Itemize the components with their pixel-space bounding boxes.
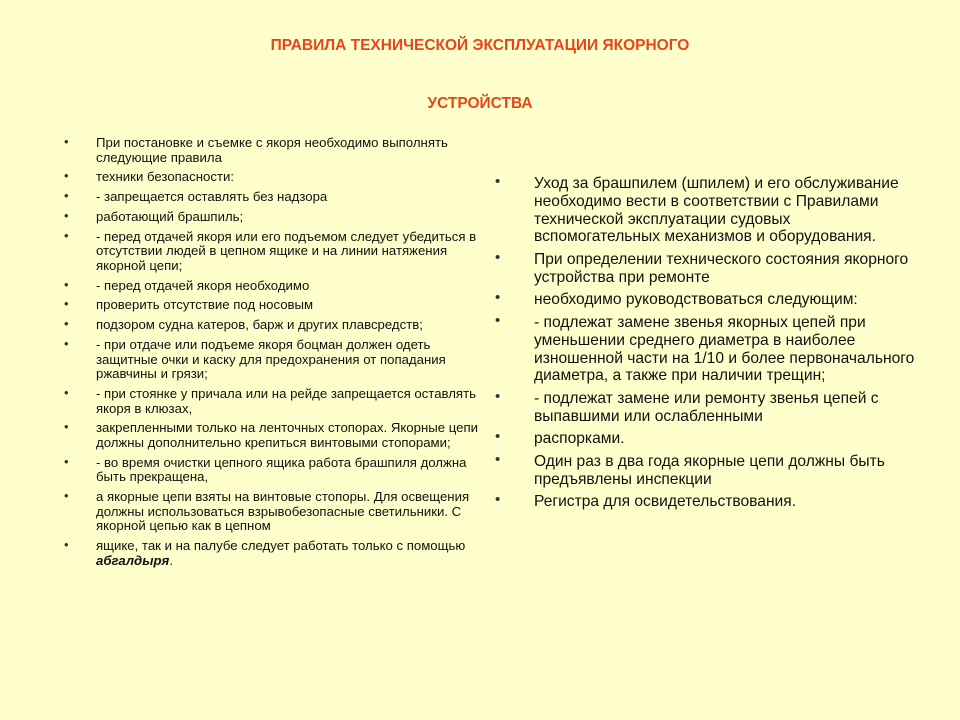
bullet-icon: • [64,385,69,400]
slide-title-line1: ПРАВИЛА ТЕХНИЧЕСКОЙ ЭКСПЛУАТАЦИИ ЯКОРНОГО [270,37,690,54]
left-list-item [64,227,484,274]
left-list-item-text: техники безопасности: [96,169,235,185]
left-list-item [64,170,484,185]
emphasized-term: абгалдыря [96,552,170,568]
left-list-item-text: - перед отдачей якоря или его подъемом следует убедиться в отсутствии людей в цепном ящике и на линии натяжения якорной цепи; [96,228,477,273]
left-list-item [64,421,484,450]
bullet-icon: • [64,316,69,332]
left-list-item [64,276,484,294]
right-list-item-text: необходимо руководствоваться следующим: [534,291,858,309]
left-list-item [64,298,484,313]
left-bullet-list [64,136,484,573]
bullet-icon: • [64,488,69,504]
right-list-item [495,450,915,489]
bullet-icon: • [64,168,69,184]
left-list-item [64,318,484,333]
right-list-item [495,291,915,309]
right-list-item-text: Регистра для освидетельствования. [534,493,797,511]
left-list-item [64,539,484,568]
left-list-item [64,387,484,416]
left-list-item-text: а якорные цепи взяты на винтовые стопоры. Для освещения должны использоваться взрывобезопасные светильники. С якорной цепью как в цепном [96,489,470,534]
bullet-icon: • [64,207,69,223]
left-list-item-text: работающий брашпиль; [96,208,244,224]
right-bullet-list [495,175,915,516]
bullet-icon: • [495,248,501,266]
left-list-item-text: - при стоянке у причала или на рейде запрещается оставлять якоря в клюзах, [96,386,476,416]
bullet-icon: • [495,491,501,509]
left-list-item-text: - во время очистки цепного ящика работа брашпиля должна быть прекращена, [96,454,467,485]
right-list-item-text: - подлежат замене звенья якорных цепей при уменьшении среднего диаметра в наиболее изношенной части на 1/10 и более первоначального диаметра, а также при наличии трещин; [534,313,915,385]
bullet-icon: • [64,453,69,469]
right-list-item-text: Один раз в два года якорные цепи должны быть предъявлены инспекции [534,452,885,488]
bullet-icon: • [495,289,501,307]
slide-title-line2: УСТРОЙСТВА [427,95,533,112]
bullet-icon: • [64,537,69,553]
left-list-item-text: При постановке и съемке с якоря необходимо выполнять следующие правила [96,135,448,165]
left-list-item [64,136,484,165]
left-list-item [64,453,484,485]
bullet-icon: • [64,276,69,292]
right-list-item [495,493,915,511]
right-list-item [495,175,915,246]
left-list-item-text: подзором судна катеров, барж и других плавсредств; [96,317,423,333]
right-list-item [495,248,915,287]
right-list-item [495,311,915,385]
right-list-item-text: Уход за брашпилем (шпилем) и его обслуживание необходимо вести в соответствии с Правилами технической эксплуатации судовых вспомогательных механизмов и оборудования. [534,175,899,246]
item-suffix: . [169,552,173,568]
bullet-icon: • [64,188,69,204]
bullet-icon: • [64,419,69,435]
bullet-icon: • [64,227,69,243]
left-list-item-text: ящике, так и на палубе следует работать только с помощью [96,538,466,554]
left-list-item [64,490,484,534]
left-list-item [64,338,484,382]
left-list-item-text: - перед отдачей якоря необходимо [96,277,310,293]
bullet-icon: • [64,336,69,352]
left-list-item [64,207,484,225]
left-list-item-text: - запрещается оставлять без надзора [96,189,328,205]
left-list-item [64,190,484,205]
bullet-icon: • [495,450,501,468]
right-list-item-text: При определении технического состояния якорного устройства при ремонте [534,250,909,286]
left-list-item-text: - при отдаче или подъеме якоря боцман должен одеть защитные очки и каску для предохранения от попадания ржавчины и грязи; [96,337,446,382]
bullet-icon: • [64,134,69,149]
bullet-icon: • [495,387,501,405]
bullet-icon: • [495,173,501,190]
left-list-item-text: закрепленными только на ленточных стопорах. Якорные цепи должны дополнительно крепиться винтовыми стопорами; [96,420,478,450]
right-list-item [495,430,915,448]
bullet-icon: • [495,311,501,329]
right-list-item-text: - подлежат замене или ремонту звенья цепей с выпавшими или ослабленными [534,389,879,425]
right-list-item [495,387,915,426]
right-list-item-text: распорками. [534,430,625,448]
bullet-icon: • [64,296,69,312]
bullet-icon: • [495,428,501,446]
left-list-item-text: проверить отсутствие под носовым [96,297,314,313]
